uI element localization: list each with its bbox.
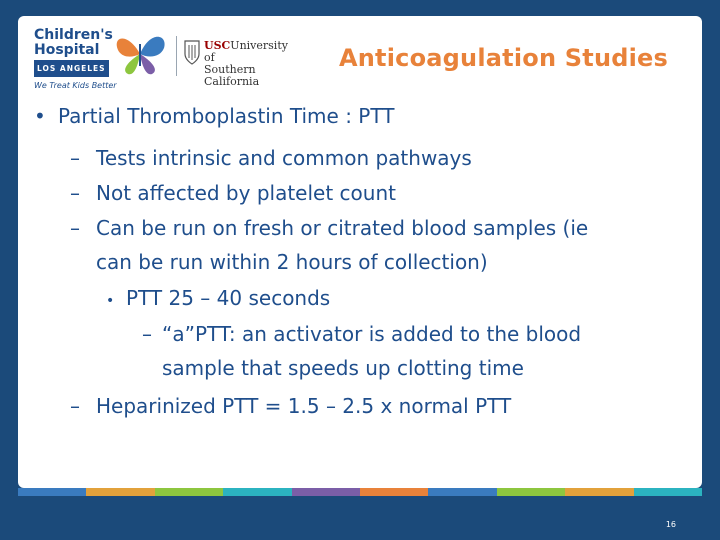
chla-name-line2: Hospital [34,42,100,58]
bullet-sub3-text-line1: Can be run on fresh or citrated blood samples (ie [96,216,589,240]
usc-shield-icon [184,40,200,66]
bullet-sub2-text: Not affected by platelet count [96,181,396,205]
chla-badge: LOS ANGELES [34,60,109,77]
usc-logo-text [204,40,288,88]
bullet-sub3a-text: PTT 25 – 40 seconds [126,286,331,310]
bullet-sub3a-i-line2: sample that speeds up clotting time [162,356,524,380]
institution-logos [34,27,288,90]
color-bar-segment [223,488,291,496]
chla-name-line1: Children's [34,27,113,43]
chla-logo [34,28,117,93]
usc-abbrev: USC [204,39,231,52]
color-bar-segment [565,488,633,496]
page-number: 16 [665,520,676,529]
bullet-main-text: Partial Thromboplastin Time : PTT [58,104,395,128]
color-bar-segment [18,488,86,496]
bullet-sub1: – Tests intrinsic and common pathways [70,146,472,170]
color-bar-segment [155,488,223,496]
usc-line1: University of [204,39,288,64]
bullet-sub2: – Not affected by platelet count [70,181,396,205]
logo-divider [176,36,177,76]
color-bar-segment [292,488,360,496]
slide-title: Anticoagulation Studies [339,44,668,72]
bullet-sub3-line2: can be run within 2 hours of collection) [96,250,488,274]
color-bar-segment [634,488,702,496]
decorative-color-bar [18,488,702,496]
bullet-sub3a-i: – “a”PTT: an activator is added to the blood [142,322,582,346]
color-bar-segment [428,488,496,496]
color-bar-segment [360,488,428,496]
bullet-sub4-text: Heparinized PTT = 1.5 – 2.5 x normal PTT [96,394,512,418]
usc-line2: Southern California [204,63,260,88]
butterfly-logo-icon [110,30,170,78]
bullet-sub3: – Can be run on fresh or citrated blood samples (ie [70,216,589,240]
bullet-sub3a: • PTT 25 – 40 seconds [106,286,331,310]
color-bar-segment [86,488,154,496]
bullet-sub4: – Heparinized PTT = 1.5 – 2.5 x normal PTT [70,394,512,418]
bullet-main: • Partial Thromboplastin Time : PTT [34,104,395,128]
bullet-sub1-text: Tests intrinsic and common pathways [96,146,472,170]
color-bar-segment [497,488,565,496]
bullet-sub3a-i-text-line1: “a”PTT: an activator is added to the blood [162,322,582,346]
chla-tagline: We Treat Kids Better [34,81,117,90]
